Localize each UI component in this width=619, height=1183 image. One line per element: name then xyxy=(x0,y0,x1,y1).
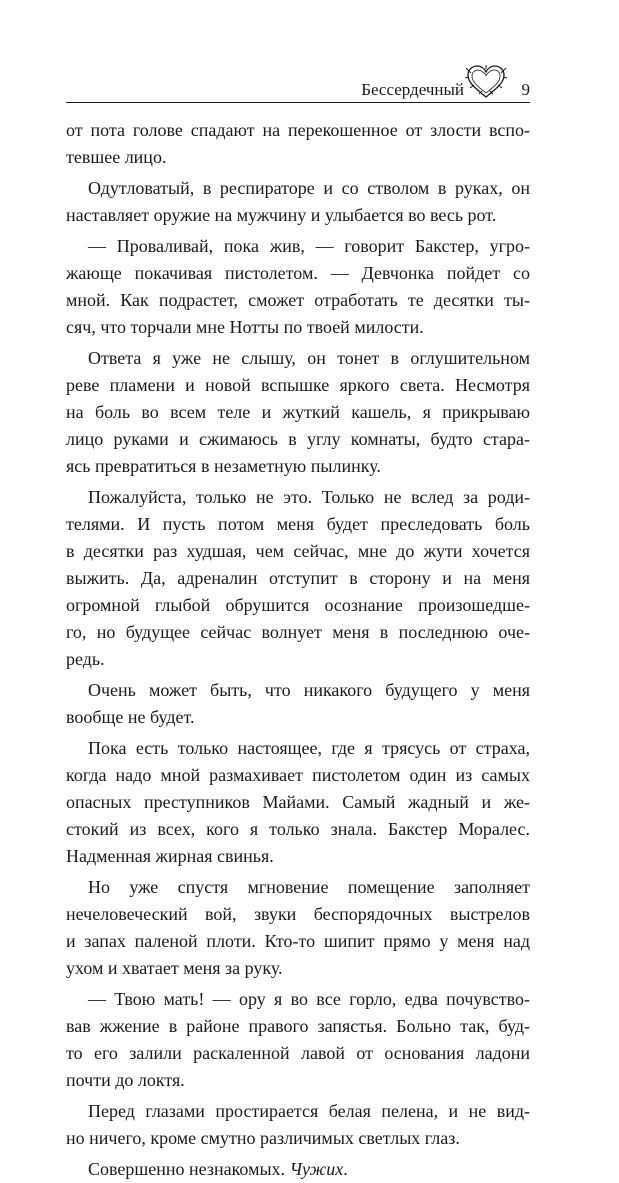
text-line: реве пламени и новой вспышке яркого света. Несмотря xyxy=(66,375,530,395)
text-line: когда надо мной размахивает пистолетом один из самых xyxy=(66,765,530,785)
heart-ornament-icon xyxy=(464,64,508,100)
final-plain-text: Совершенно незнакомых. xyxy=(88,1159,290,1179)
paragraph xyxy=(66,677,530,731)
paragraph xyxy=(66,175,530,229)
text-line: — Твою мать! — ору я во все горло, едва почувство- xyxy=(88,989,530,1009)
body-text xyxy=(66,117,530,1183)
text-line: то его залили раскаленной лавой от основания ладони xyxy=(66,1043,530,1063)
paragraph xyxy=(66,986,530,1094)
text-line: редь. xyxy=(66,649,105,669)
page-number: 9 xyxy=(521,80,530,99)
paragraph xyxy=(66,345,530,480)
text-line: — Проваливай, пока жив, — говорит Бакстер, угро- xyxy=(88,236,530,256)
text-line: стокий из всех, кого я только знала. Бакстер Моралес. xyxy=(66,819,530,839)
text-line: Пока есть только настоящее, где я трясусь от страха, xyxy=(88,738,530,758)
text-line: го, но будущее сейчас волнует меня в последнюю оче- xyxy=(66,622,530,642)
text-line: сяч, что торчали мне Нотты по твоей милости. xyxy=(66,317,424,337)
text-line: почти до локтя. xyxy=(66,1070,185,1090)
text-line: огромной глыбой обрушится осознание произошедше- xyxy=(66,595,530,615)
running-head xyxy=(66,62,530,102)
text-line: и запах паленой плоти. Кто-то шипит прямо у меня над xyxy=(66,931,530,951)
paragraph xyxy=(66,484,530,673)
header-rule xyxy=(66,102,530,103)
text-line: в десятки раз худшая, чем сейчас, мне до жути хочется xyxy=(66,541,530,561)
paragraph xyxy=(66,874,530,982)
text-line: ухом и хватает меня за руку. xyxy=(66,958,283,978)
text-line: Очень может быть, что никакого будущего у меня xyxy=(88,680,530,700)
text-line: выжить. Да, адреналин отступит в сторону и на меня xyxy=(66,568,530,588)
text-line: телями. И пусть потом меня будет преследовать боль xyxy=(66,514,530,534)
text-line: ясь превратиться в незаметную пылинку. xyxy=(66,456,381,476)
text-line: вав жжение в районе правого запястья. Больно так, буд- xyxy=(66,1016,530,1036)
text-line: Ответа я уже не слышу, он тонет в оглушительном xyxy=(88,348,530,368)
final-end-text: . xyxy=(343,1159,348,1179)
text-line xyxy=(66,1156,530,1183)
text-line: но ничего, кроме смутно различимых светлых глаз. xyxy=(66,1128,460,1148)
text-line: от пота голове спадают на перекошенное от злости вспо- xyxy=(66,120,530,140)
text-line: лицо руками и сжимаюсь в углу комнаты, будто стара- xyxy=(66,429,530,449)
paragraph xyxy=(66,117,530,171)
text-line: наставляет оружие на мужчину и улыбается во весь рот. xyxy=(66,205,497,225)
text-line: тевшее лицо. xyxy=(66,147,167,167)
text-line: Перед глазами простирается белая пелена, и не вид- xyxy=(88,1101,530,1121)
text-line: мной. Как подрастет, сможет отработать те десятки ты- xyxy=(66,290,530,310)
paragraph xyxy=(66,1098,530,1152)
paragraph xyxy=(66,233,530,341)
text-line: Одутловатый, в респираторе и со стволом в руках, он xyxy=(88,178,530,198)
text-line: вообще не будет. xyxy=(66,707,195,727)
paragraph xyxy=(66,735,530,870)
running-title: Бессердечный xyxy=(361,80,464,99)
final-italic-text: Чужих xyxy=(289,1159,344,1179)
text-line: жающе покачивая пистолетом. — Девчонка пойдет со xyxy=(66,263,530,283)
text-line: Пожалуйста, только не это. Только не вслед за роди- xyxy=(88,487,530,507)
paragraph-final xyxy=(66,1156,530,1183)
text-line: на боль во всем теле и жуткий кашель, я прикрываю xyxy=(66,402,530,422)
text-line: Но уже спустя мгновение помещение заполняет xyxy=(88,877,530,897)
text-line: опасных преступников Майами. Самый жадный и же- xyxy=(66,792,530,812)
text-line: Надменная жирная свинья. xyxy=(66,846,274,866)
text-line: нечеловеческий вой, звуки беспорядочных выстрелов xyxy=(66,904,530,924)
